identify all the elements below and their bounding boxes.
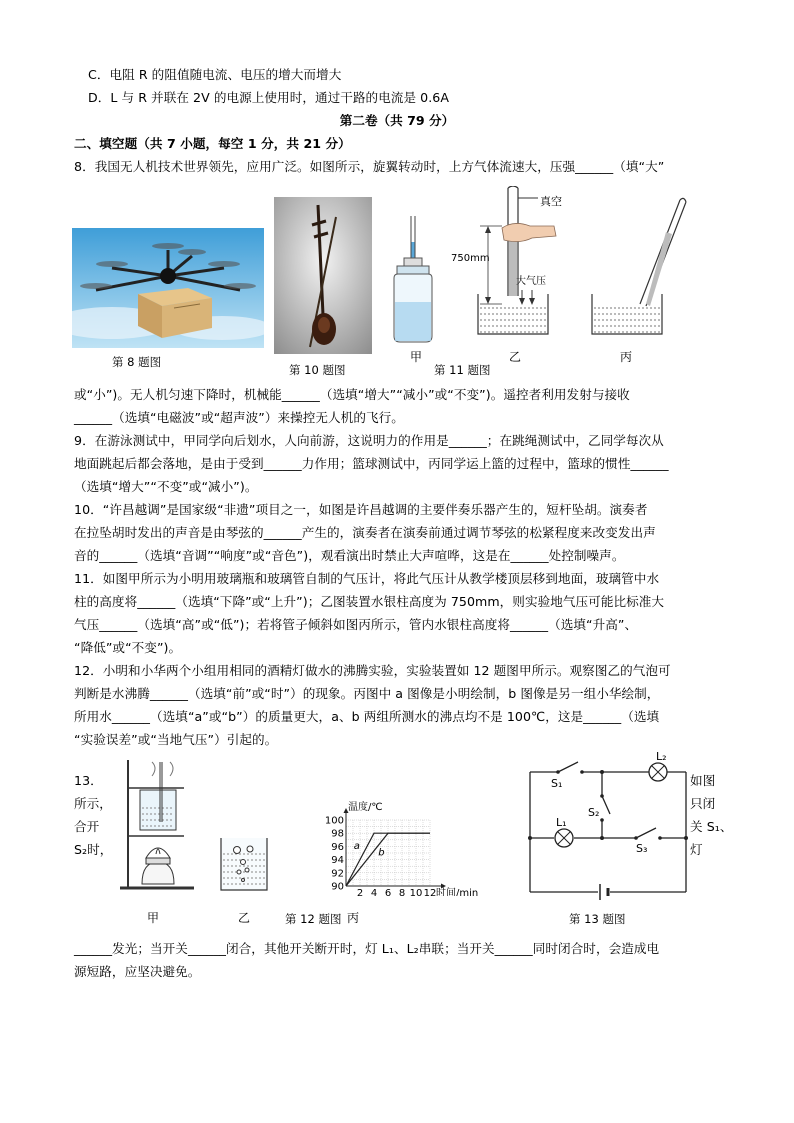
y-tick-label: 100 [324, 815, 344, 827]
circuit-diagram [518, 750, 698, 902]
option-d: D．L 与 R 并联在 2V 的电源上使用时，通过干路的电流是 0.6A [88, 90, 450, 105]
x-axis-label: 时间/min [436, 888, 479, 896]
y-tick-label: 96 [331, 841, 344, 853]
boiling-apparatus [118, 758, 198, 900]
q11-line4: “降低”或“不变”)。 [74, 640, 182, 655]
tilted-tube [592, 198, 686, 334]
q9-line1: 9．在游泳测试中，甲同学向后划水，人向前游，这说明力的作用是______；在跳绳测试中，乙同学每次从 [74, 433, 664, 448]
l2-label: L₂ [656, 750, 667, 763]
q13-right4: 灯 [690, 842, 703, 857]
q11-line2: 柱的高度将______（选填“下降”或“上升”)；乙图装置水银柱高度为 750mm，则实验地气压可能比标准大 [74, 594, 665, 609]
q10-line3: 音的______（选填“音调”“响度”或“音色”)，观看演出时禁止大声喧哗，这是在______处控制噪声。 [74, 548, 625, 563]
fig12-label-bing: 丙 [347, 911, 360, 925]
fig11-label-bing: 丙 [620, 350, 633, 364]
x-tick-label: 4 [370, 888, 378, 896]
q10-line1: 10．“许昌越调”是国家级“非遗”项目之一，如图是许昌越调的主要伴奏乐器产生的，短杆坠胡。演奏者 [74, 502, 648, 517]
figure-11 [384, 186, 704, 346]
x-tick-label: 2 [356, 888, 364, 896]
q11-line3: 气压______（选填“高”或“低”)；若将管子倾斜如图丙所示，管内水银柱高度将______（选填“升高”、 [74, 617, 638, 632]
l1-label: L₁ [556, 816, 567, 829]
option-c: C．电阻 R 的阻值随电流、电压的增大而增大 [88, 67, 342, 82]
s1-label: S₁ [551, 777, 563, 790]
y-tick-label: 92 [331, 868, 344, 880]
series-b-label: b [378, 847, 385, 859]
y-tick-label: 98 [331, 828, 344, 840]
fig11-label-jia: 甲 [410, 350, 423, 364]
x-tick-label: 8 [398, 888, 406, 896]
q13-left2: 所示， [74, 796, 112, 811]
height-label: 750mm [451, 253, 490, 264]
fig12-caption: 第 12 题图 [285, 912, 342, 926]
atmosphere-label: 大气压 [516, 276, 546, 287]
q8-line2: 或“小”)。无人机匀速下降时，机械能______（选填“增大”“减小”或“不变”)。遥控者利用发射与接收 [74, 387, 630, 402]
q13-left4: S₂时， [74, 842, 113, 857]
fig11-caption: 第 11 题图 [434, 363, 491, 377]
q12-line3: 所用水______（选填“a”或“b”）的质量更大，a、b 两组所测水的沸点均不是 100℃，这是______（选填 [74, 709, 660, 724]
q13-left1: 13． [74, 773, 103, 788]
drone-image [72, 228, 264, 348]
erhu-image [274, 197, 372, 354]
series-a-label: a [353, 841, 360, 853]
temperature-chart [322, 800, 522, 896]
q8-line1: 8．我国无人机技术世界领先，应用广泛。如图所示，旋翼转动时，上方气体流速大，压强______（填“大” [74, 159, 665, 174]
x-tick-label: 10 [409, 888, 423, 896]
part-title: 第二卷（共 79 分） [339, 113, 455, 128]
bubbles-beaker [217, 836, 271, 892]
fig13-caption: 第 13 题图 [569, 912, 626, 926]
s2-label: S₂ [588, 806, 600, 819]
y-tick-label: 94 [331, 855, 344, 867]
q8-line3: ______（选填“电磁波”或“超声波”）来操控无人机的飞行。 [74, 410, 404, 425]
q13-line2: 源短路，应坚决避免。 [74, 964, 201, 979]
vacuum-label: 真空 [540, 195, 562, 208]
fig8-caption: 第 8 题图 [112, 355, 162, 369]
q12-line1: 12．小明和小华两个小组用相同的酒精灯做水的沸腾实验，实验装置如 12 题图甲所示。观察图乙的气泡可 [74, 663, 671, 678]
q13-left3: 合开 [74, 819, 100, 834]
fig11-label-yi: 乙 [509, 350, 522, 364]
q13-line1: ______发光；当开关______闭合，其他开关断开时，灯 L₁、L₂串联；当开关______同时闭合时，会造成电 [74, 941, 660, 956]
fig12-label-yi: 乙 [238, 911, 251, 925]
q9-line3: （选填“增大”“不变”或“减小”)。 [74, 479, 258, 494]
x-tick-label: 12 [423, 888, 437, 896]
q12-line4: “实验误差”或“当地气压”）引起的。 [74, 732, 278, 747]
s3-label: S₃ [636, 842, 648, 855]
section-title: 二、填空题（共 7 小题，每空 1 分，共 21 分） [74, 136, 351, 151]
q10-line2: 在拉坠胡时发出的声音是由琴弦的______产生的，演奏者在演奏前通过调节琴弦的松紧程度来改变发出声 [74, 525, 656, 540]
x-tick-label: 6 [384, 888, 392, 896]
q12-line2: 判断是水沸腾______（选填“前”或“时”）的现象。丙图中 a 图像是小明绘制，b 图像是另一组小华绘制， [74, 686, 660, 701]
q9-line2: 地面跳起后都会落地，是由于受到______力作用；篮球测试中，丙同学运上篮的过程中，篮球的惯性______ [74, 456, 669, 471]
fig12-label-jia: 甲 [147, 911, 160, 925]
q13-right2: 只闭 [690, 796, 716, 811]
y-axis-label: 温度/℃ [348, 802, 383, 813]
q11-line1: 11．如图甲所示为小明用玻璃瓶和玻璃管自制的气压计，将此气压计从教学楼顶层移到地面，玻璃管中水 [74, 571, 660, 586]
q13-right3: 关 S₁、 [690, 819, 733, 834]
fig10-caption: 第 10 题图 [289, 363, 346, 377]
q13-right1: 如图 [690, 773, 716, 788]
y-tick-label: 90 [331, 881, 344, 893]
bottle-barometer [394, 216, 432, 342]
